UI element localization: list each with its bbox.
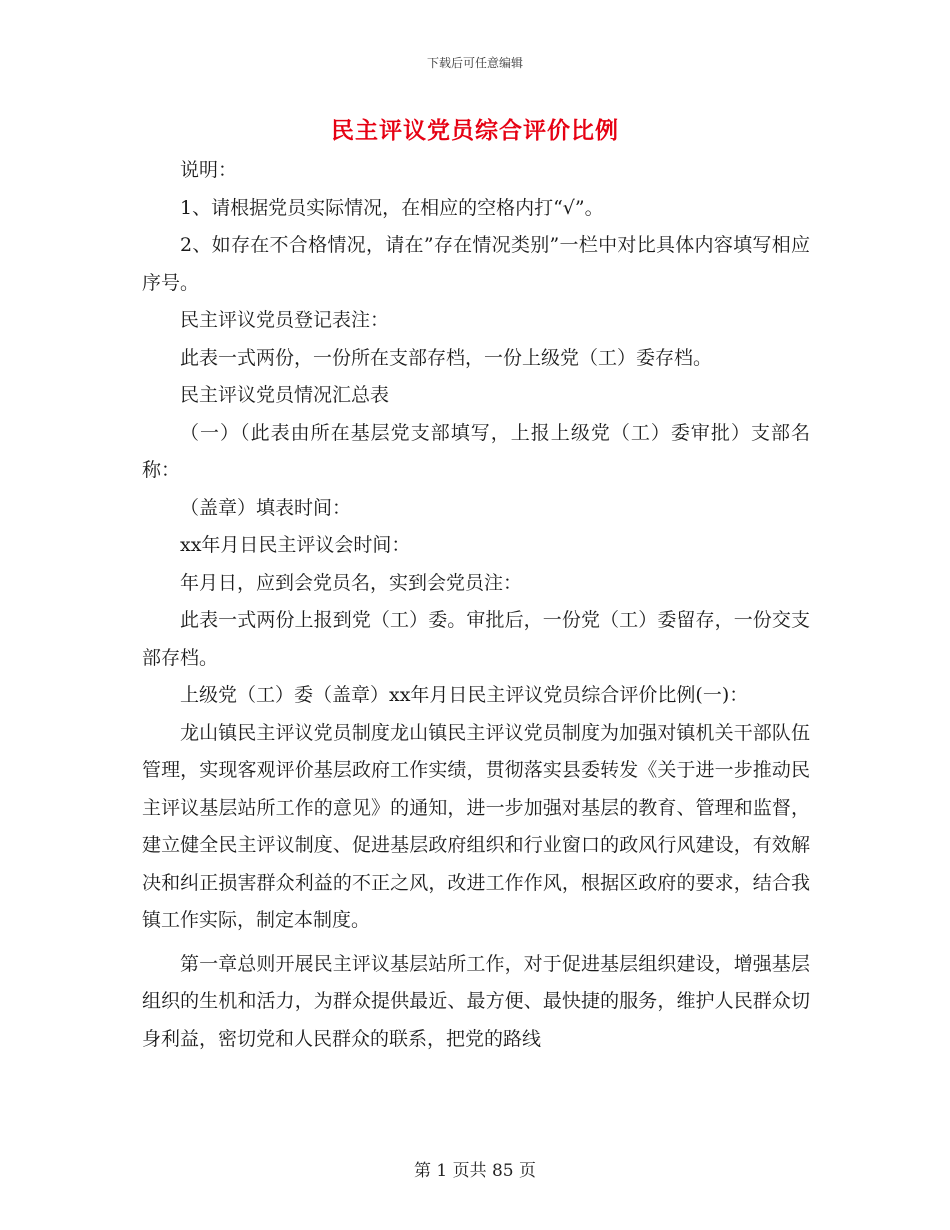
paragraph-branch-name: （一）（此表由所在基层党支部填写，上报上级党（工）委审批）支部名称： [142,421,810,481]
paragraph-attendance: 年月日，应到会党员名，实到会党员注： [180,571,523,594]
paragraph-meeting-time: xx年月日民主评议会时间： [180,534,411,556]
paragraph-report-copies: 此表一式两份上报到党（工）委。审批后，一份党（工）委留存，一份交支部存档。 [142,609,810,669]
paragraph-item-2: 2、如存在不合格情况，请在”存在情况类别”一栏中对比具体内容填写相应序号。 [142,234,810,294]
document-title: 民主评议党员综合评价比例 [331,117,619,144]
header-note: 下载后可任意编辑 [426,56,523,70]
paragraph-explanation: 说明： [180,159,238,181]
page-footer: 第 1 页共 85 页 [413,1161,537,1181]
paragraph-copies-note: 此表一式两份，一份所在支部存档，一份上级党（工）委存档。 [180,346,713,369]
paragraph-chapter-one: 第一章总则开展民主评议基层站所工作，对于促进基层组织建设，增强基层组织的生机和活力，为群众提供最近、最方便、最快捷的服务，维护人民群众切身利益，密切党和人民群众的联系，把党的路线 [142,952,810,1050]
paragraph-stamp-time: （盖章）填表时间： [180,496,352,519]
paragraph-item-1: 1、请根据党员实际情况，在相应的空格内打“√”。 [180,196,604,219]
paragraph-register-note: 民主评议党员登记表注： [180,309,390,331]
paragraph-longshan-system: 龙山镇民主评议党员制度龙山镇民主评议党员制度为加强对镇机关干部队伍管理，实现客观评价基层政府工作实绩，贯彻落实县委转发《关于进一步推动民主评议基层站所工作的意见》的通知，进一步加强对基层的教育、管理和监督，建立健全民主评议制度、促进基层政府组织和行业窗口的政风行风建设，有效解决和纠正损害群众利益的不正之风，改进工作作风，根据区政府的要求，结合我镇工作实际，制定本制度。 [142,721,810,931]
paragraph-superior-stamp: 上级党（工）委（盖章）xx年月日民主评议党员综合评价比例(一)： [180,684,749,706]
paragraph-summary-table: 民主评议党员情况汇总表 [180,384,390,406]
document-body [142,152,810,1058]
